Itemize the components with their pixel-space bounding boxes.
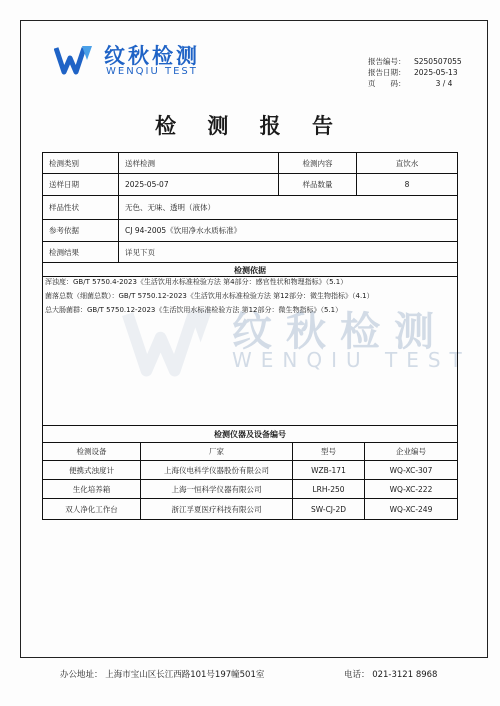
- page-number-label: 页 码：: [368, 79, 406, 88]
- page-number-row: [368, 78, 474, 89]
- equipment-name: 生化培养箱: [43, 480, 141, 498]
- report-no-row: [368, 56, 474, 67]
- equipment-heading-row: [43, 425, 457, 443]
- watermark-text-en: WENQIU TEST: [232, 348, 471, 372]
- report-date-row: [368, 67, 474, 78]
- col-asset-no: 企业编号: [396, 447, 426, 456]
- col-manufacturer: 厂家: [141, 443, 293, 460]
- footer-phone: 电话： 021-3121 8968: [344, 670, 438, 680]
- col-model: 型号: [293, 443, 365, 460]
- wenqiu-logo-icon: [54, 42, 94, 76]
- basis-heading: 检测依据: [234, 266, 266, 275]
- report-date-label: 报告日期：: [368, 68, 406, 77]
- page-number: 3 / 4: [435, 79, 453, 88]
- watermark-text-cn: 纹秋检测: [232, 309, 448, 355]
- report-date: 2025-05-13: [414, 68, 458, 77]
- model: WZB-171: [293, 461, 365, 479]
- equipment-heading: 检测仪器及设备编号: [214, 429, 286, 439]
- sample-date: 2025-05-07: [119, 174, 279, 195]
- col-equipment: 检测设备: [43, 443, 141, 460]
- sample-qty: 8: [404, 180, 410, 189]
- test-type: 送样检测: [119, 153, 279, 173]
- document-title: 检 测 报 告: [155, 114, 345, 138]
- equipment-header-row: [43, 443, 457, 461]
- result-label: 检测结果: [43, 242, 119, 262]
- basis-line: 总大肠菌群：GB/T 5750.12-2023《生活饮用水标准检验方法 第12部分：微生物指标》（5.1）: [45, 306, 343, 314]
- footer-address: 办公地址： 上海市宝山区长江西路101号197幢501室: [60, 670, 265, 680]
- report-table: [42, 152, 458, 520]
- manufacturer: 上海仪电科学仪器股份有限公司: [141, 461, 293, 479]
- model: LRH-250: [293, 480, 365, 498]
- table-row: [43, 480, 457, 499]
- table-row: [43, 499, 457, 519]
- report-meta: [368, 56, 474, 89]
- reference-label: 参考依据: [43, 220, 119, 241]
- sample-property-label: 样品性状: [43, 196, 119, 219]
- asset-no: WQ-XC-249: [389, 504, 433, 514]
- row-reference: [43, 220, 457, 242]
- reference: CJ 94-2005《饮用净水水质标准》: [125, 226, 242, 235]
- sample-qty-label: 样品数量: [279, 174, 357, 195]
- basis-line: 浑浊度：GB/T 5750.4-2023《生活饮用水标准检验方法 第4部分：感官性状和物理指标》（5.1）: [45, 278, 348, 286]
- row-result: [43, 242, 457, 263]
- brand-name-cn: 纹秋检测: [104, 44, 200, 68]
- asset-no: WQ-XC-222: [389, 484, 433, 494]
- equipment-name: 双人净化工作台: [43, 499, 141, 519]
- test-content: 直饮水: [395, 158, 419, 168]
- basis-line: 菌落总数（细菌总数）：GB/T 5750.12-2023《生活饮用水标准检验方法 第12部分：微生物指标》（4.1）: [45, 292, 374, 300]
- manufacturer: 浙江孚夏医疗科技有限公司: [141, 499, 293, 519]
- equipment-name: 便携式浊度计: [43, 461, 141, 479]
- row-sample-date: [43, 174, 457, 196]
- brand-name-en: WENQIU TEST: [106, 66, 198, 77]
- result: 详见下页: [125, 247, 155, 257]
- manufacturer: 上海一恒科学仪器有限公司: [141, 480, 293, 498]
- report-no-label: 报告编号：: [368, 57, 406, 66]
- row-sample-property: [43, 196, 457, 220]
- table-row: [43, 461, 457, 480]
- test-content-label: 检测内容: [279, 153, 357, 173]
- model: SW-CJ-2D: [293, 499, 365, 519]
- row-test-type: [43, 153, 457, 174]
- sample-date-label: 送样日期: [43, 174, 119, 195]
- sample-property: 无色、无味、透明（液体）: [125, 203, 215, 212]
- asset-no: WQ-XC-307: [389, 465, 433, 475]
- test-type-label: 检测类别: [43, 153, 119, 173]
- report-no: S250507055: [414, 57, 462, 66]
